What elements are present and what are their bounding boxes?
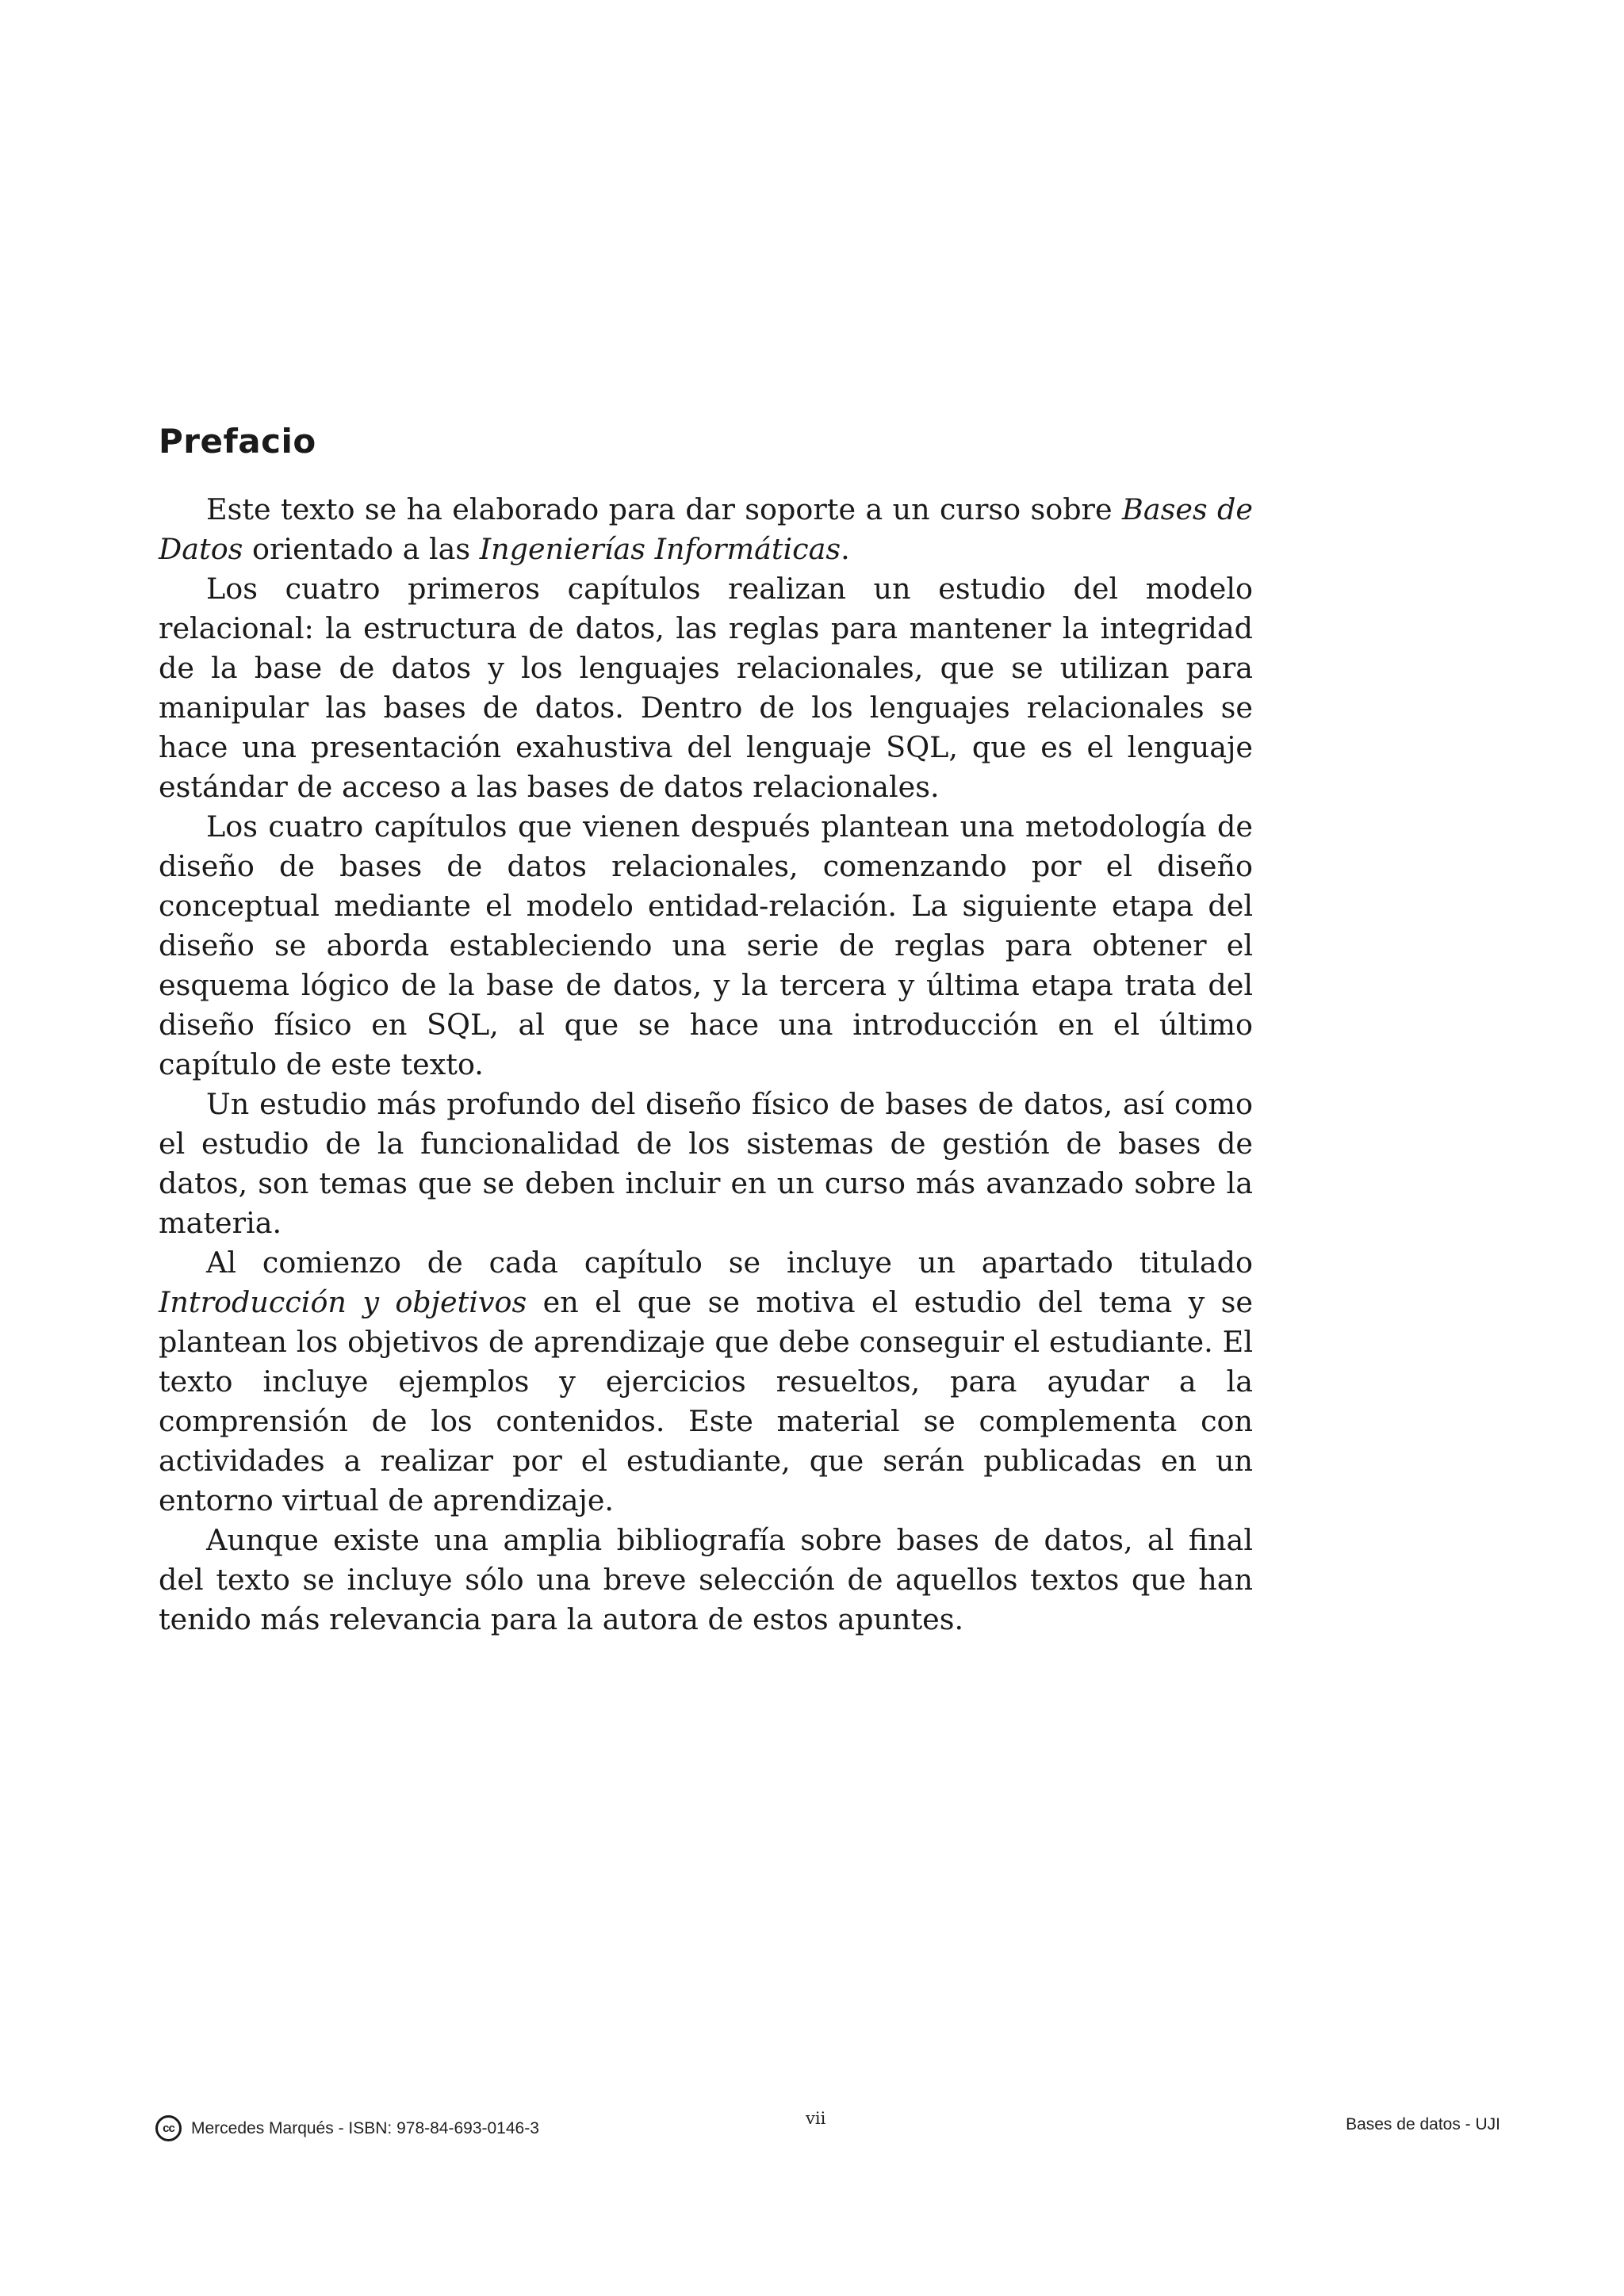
italic-term: Introducción y objetivos: [159, 1285, 527, 1319]
paragraph-text: Al comienzo de cada capítulo se incluye un apartado titulado: [206, 1246, 1253, 1280]
paragraph-text: Este texto se ha elaborado para dar soporte a un curso sobre: [206, 492, 1122, 526]
creative-commons-icon: cc: [155, 2115, 182, 2141]
paragraph-text: Un estudio más profundo del diseño físico de bases de datos, así como el estudio de la funcionalidad de los sistemas de gestión de bases de datos, son temas que se deben incluir en un curso más avanzado sobre la materia.: [159, 1087, 1253, 1240]
paragraph: [159, 1243, 1253, 1521]
paragraph: [159, 569, 1253, 807]
paragraph-text: Los cuatro capítulos que vienen después plantean una metodología de diseño de bases de datos relacionales, comenzando por el diseño conceptual mediante el modelo entidad-relación. La siguiente etapa del diseño se aborda estableciendo una serie de reglas para obtener el esquema lógico de la base de datos, y la tercera y última etapa trata del diseño físico en SQL, al que se hace una introducción en el último capítulo de este texto.: [159, 809, 1253, 1081]
footer-author-isbn: Mercedes Marqués - ISBN: 978-84-693-0146-3: [191, 2118, 539, 2137]
footer-book-title: Bases de datos - UJI: [1346, 2115, 1500, 2133]
paragraph-text: orientado a las: [243, 532, 480, 566]
paragraph-text: .: [841, 532, 850, 566]
section-heading: Prefacio: [159, 422, 316, 461]
page-number: vii: [806, 2109, 826, 2128]
paragraph-text: en el que se motiva el estudio del tema y se plantean los objetivos de aprendizaje que debe conseguir el estudiante. El texto incluye ejemplos y ejercicios resueltos, para ayudar a la comprensión de los contenidos. Este material se complementa con actividades a realizar por el estudiante, que serán publicadas en un entorno virtual de aprendizaje.: [159, 1285, 1253, 1517]
paragraph: [159, 490, 1253, 569]
paragraph: [159, 1085, 1253, 1243]
paragraph-text: Aunque existe una amplia bibliografía sobre bases de datos, al final del texto se incluye sólo una breve selección de aquellos textos que han tenido más relevancia para la autora de estos apuntes.: [159, 1523, 1253, 1636]
paragraph: [159, 1521, 1253, 1640]
italic-term: Bases de Datos: [159, 492, 1254, 566]
paragraph-text: Los cuatro primeros capítulos realizan un estudio del modelo relacional: la estructura de datos, las reglas para mantener la integridad de la base de datos y los lenguajes relacionales, que se utilizan para manipular las bases de datos. Dentro de los lenguajes relacionales se hace una presentación exahustiva del lenguaje SQL, que es el lenguaje estándar de acceso a las bases de datos relacionales.: [159, 572, 1253, 804]
paragraph: [159, 807, 1253, 1085]
preface-body: [159, 490, 1253, 1640]
footer-left: [155, 2115, 539, 2141]
italic-term: Ingenierías Informáticas: [479, 532, 841, 566]
